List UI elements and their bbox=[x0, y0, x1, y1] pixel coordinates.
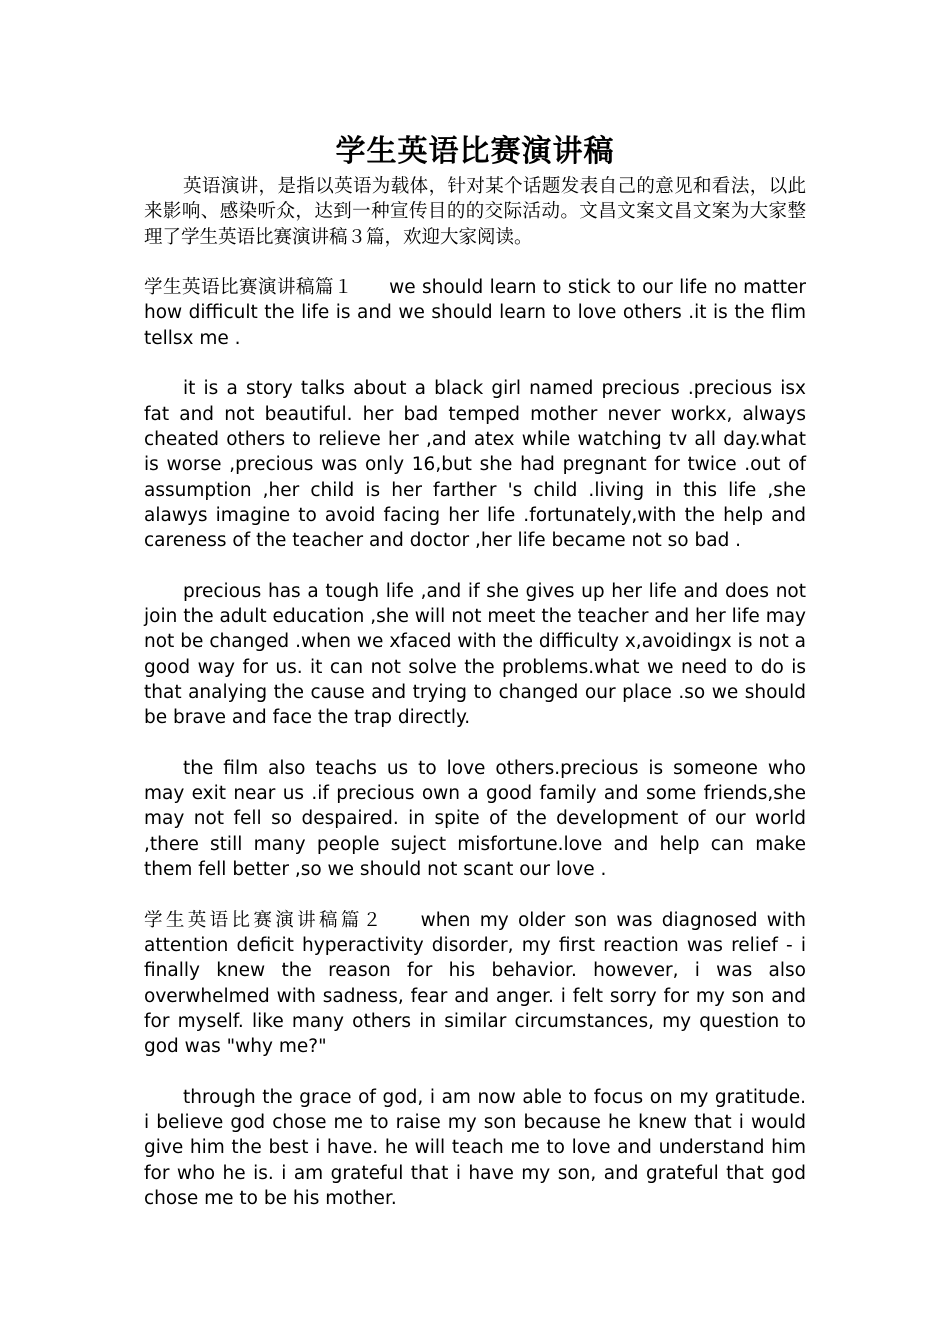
section-1-heading: 学生英语比赛演讲稿篇１ bbox=[144, 277, 354, 299]
section-2-heading: 学生英语比赛演讲稿篇２ bbox=[144, 909, 385, 931]
section-1-lead: we should learn to stick to our life no matter how difficult the life is and we should learn to love others .it is the flim tellsx me . bbox=[144, 277, 806, 349]
paragraph-gap bbox=[144, 1059, 806, 1084]
paragraph-gap bbox=[144, 250, 806, 275]
document-title: 学生英语比赛演讲稿 bbox=[335, 134, 615, 169]
intro-paragraph: 英语演讲，是指以英语为载体，针对某个话题发表自己的意见和看法，以此来影响、感染听众，达到一种宣传目的的交际活动。文昌文案文昌文案为大家整理了学生英语比赛演讲稿３篇，欢迎大家阅读。 bbox=[144, 176, 806, 248]
section-1-paragraph-3: the film also teachs us to love others.precious is someone who may exit near us .if precious own a good family and some friends,she may not fell so despaired. in spite of the development of our world ,there still many people suject misfortune.love and help can make them fell better ,so we should not scant our love . bbox=[144, 757, 806, 881]
paragraph-gap bbox=[144, 882, 806, 907]
section-1-paragraph-2: precious has a tough life ,and if she gives up her life and does not join the adult education ,she will not meet the teacher and her life may not be changed .when we xfaced with the difficulty x,avoidingx is not a good way for us. it can not solve the problems.what we need to do is that analying the cause and trying to changed our place .so we should be brave and face the trap directly. bbox=[144, 580, 806, 729]
document-page bbox=[144, 130, 806, 1211]
paragraph-gap bbox=[144, 351, 806, 376]
section-2-lead-paragraph bbox=[144, 908, 806, 1060]
section-1-lead-paragraph bbox=[144, 275, 806, 351]
section-1-paragraph-1: it is a story talks about a black girl named precious .precious isx fat and not beautiful. her bad temped mother never workx, always cheated others to relieve her ,and atex while watching tv all day.what is worse ,precious was only 16,but she had pregnant for twice .out of assumption ,her child is her farther 's child .living in this life ,she alawys imagine to avoid facing her life .fortunately,with the help and careness of the teacher and doctor ,her life became not so bad . bbox=[144, 378, 806, 552]
section-2-paragraph-1: through the grace of god, i am now able to focus on my gratitude. i believe god chose me to raise my son because he knew that i would give him the best i have. he will teach me to love and understand him for who he is. i am grateful that i have my son, and grateful that god chose me to be his mother. bbox=[144, 1086, 806, 1209]
paragraph-gap bbox=[144, 731, 806, 756]
section-2-lead: when my older son was diagnosed with attention deficit hyperactivity disorder, my first reaction was relief - i finally knew the reason for his behavior. however, i was also overwhelmed with sadness, fear and anger. i felt sorry for my son and for myself. like many others in similar circumstances, my question to god was "why me?" bbox=[144, 909, 806, 1058]
paragraph-gap bbox=[144, 553, 806, 578]
